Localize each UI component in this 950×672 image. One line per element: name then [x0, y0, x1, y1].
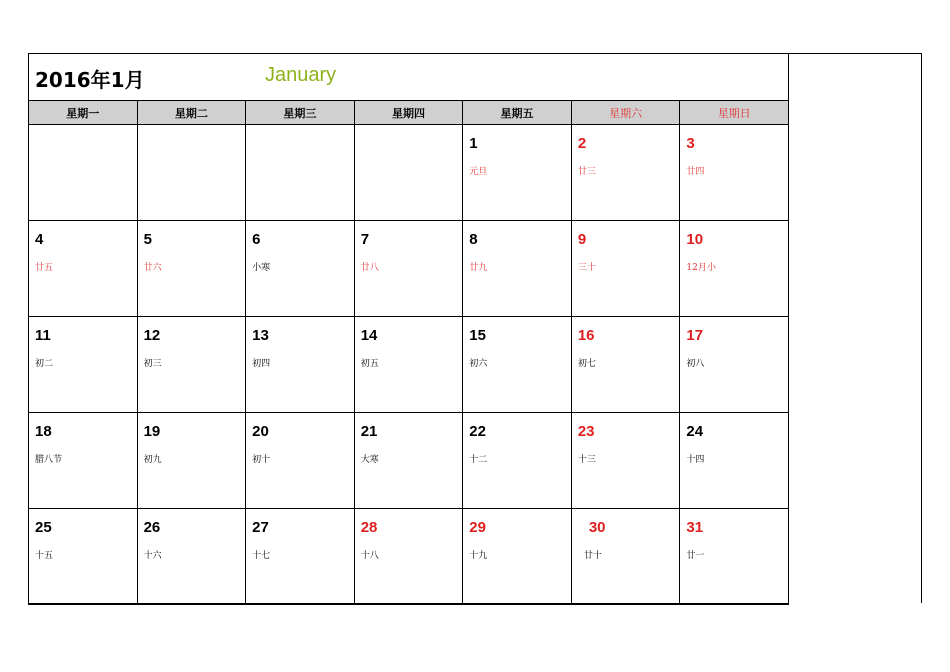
lunar-date: 廿三	[577, 167, 596, 177]
empty-day-cell	[137, 125, 246, 221]
day-cell[interactable]	[571, 125, 680, 221]
empty-day-cell	[354, 125, 463, 221]
lunar-date: 廿一	[686, 551, 705, 561]
day-cell[interactable]	[463, 413, 572, 509]
lunar-date: 12月小	[686, 263, 716, 273]
lunar-date: 廿五	[35, 263, 54, 273]
day-number: 6	[252, 231, 261, 248]
weekday-header: 星期三	[246, 101, 355, 125]
day-cell[interactable]	[29, 317, 138, 413]
day-cell[interactable]	[137, 413, 246, 509]
page-title: 2016年1月	[35, 68, 145, 92]
lunar-date: 十五	[35, 551, 54, 561]
calendar-grid	[28, 100, 789, 605]
day-number: 14	[360, 327, 378, 344]
day-number: 15	[469, 327, 486, 344]
day-cell[interactable]	[354, 221, 463, 317]
day-number: 18	[35, 423, 52, 440]
empty-day-cell	[246, 125, 355, 221]
day-number: 2	[577, 135, 587, 152]
lunar-date: 廿十	[583, 551, 602, 561]
day-number: 20	[252, 423, 269, 440]
day-cell[interactable]	[571, 317, 680, 413]
day-number: 31	[686, 519, 704, 536]
frame-top-line	[789, 53, 922, 54]
lunar-date: 初五	[360, 359, 379, 369]
calendar-body	[29, 125, 789, 605]
lunar-date: 十七	[252, 551, 271, 561]
day-number: 27	[252, 519, 269, 536]
day-cell[interactable]	[680, 125, 789, 221]
week-row	[29, 317, 789, 413]
weekday-header: 星期六	[571, 101, 680, 125]
day-cell[interactable]	[137, 317, 246, 413]
day-cell[interactable]	[571, 413, 680, 509]
month-name-english: January	[265, 64, 337, 86]
lunar-date: 初七	[577, 359, 596, 369]
day-number: 23	[577, 423, 595, 440]
day-cell[interactable]	[571, 509, 680, 605]
day-number: 29	[469, 519, 486, 536]
lunar-date: 廿六	[143, 263, 162, 273]
week-row	[29, 221, 789, 317]
day-cell[interactable]	[463, 509, 572, 605]
day-number: 19	[143, 423, 161, 440]
day-number: 12	[143, 327, 161, 344]
empty-day-cell	[29, 125, 138, 221]
day-number: 24	[686, 423, 704, 440]
day-number: 28	[360, 519, 378, 536]
day-cell[interactable]	[246, 317, 355, 413]
weekday-header: 星期一	[29, 101, 138, 125]
day-number: 30	[588, 519, 606, 536]
day-cell[interactable]	[680, 509, 789, 605]
lunar-date: 初九	[143, 455, 162, 465]
lunar-date: 十二	[469, 455, 488, 465]
lunar-date: 初三	[143, 359, 162, 369]
lunar-date: 十四	[686, 455, 705, 465]
day-cell[interactable]	[463, 317, 572, 413]
day-number: 10	[686, 231, 704, 248]
day-cell[interactable]	[354, 317, 463, 413]
day-cell[interactable]	[246, 221, 355, 317]
day-number: 16	[577, 327, 595, 344]
title-row	[29, 54, 788, 100]
day-cell[interactable]	[137, 221, 246, 317]
day-number: 22	[469, 423, 486, 440]
day-number: 17	[686, 327, 704, 344]
day-number: 7	[360, 231, 370, 248]
week-row	[29, 125, 789, 221]
frame-right-line	[921, 53, 922, 603]
lunar-date: 十八	[360, 551, 379, 561]
day-number: 9	[577, 231, 587, 248]
day-cell[interactable]	[354, 509, 463, 605]
day-number: 11	[35, 327, 51, 344]
lunar-date: 大寒	[360, 455, 379, 465]
day-number: 21	[360, 423, 378, 440]
day-cell[interactable]	[680, 413, 789, 509]
lunar-date: 十六	[143, 551, 162, 561]
day-cell[interactable]	[246, 413, 355, 509]
lunar-date: 初二	[35, 359, 54, 369]
lunar-date: 腊八节	[35, 455, 63, 465]
day-cell[interactable]	[571, 221, 680, 317]
lunar-date: 小寒	[252, 263, 271, 273]
day-number: 26	[143, 519, 161, 536]
calendar-sheet	[28, 53, 789, 604]
weekday-header: 星期五	[463, 101, 572, 125]
day-cell[interactable]	[29, 413, 138, 509]
day-number: 13	[252, 327, 269, 344]
day-cell[interactable]	[680, 221, 789, 317]
lunar-date: 廿八	[360, 263, 379, 273]
lunar-date: 初十	[252, 455, 271, 465]
day-cell[interactable]	[246, 509, 355, 605]
day-cell[interactable]	[680, 317, 789, 413]
day-number: 3	[686, 135, 695, 152]
day-cell[interactable]	[354, 413, 463, 509]
day-number: 1	[469, 135, 478, 152]
day-number: 4	[35, 231, 44, 248]
lunar-date: 三十	[577, 263, 596, 273]
weekday-header: 星期二	[137, 101, 246, 125]
day-cell[interactable]	[29, 509, 138, 605]
lunar-date: 初四	[252, 359, 271, 369]
day-number: 8	[469, 231, 478, 248]
day-cell[interactable]	[29, 221, 138, 317]
weekday-header-row	[29, 101, 789, 125]
week-row	[29, 413, 789, 509]
day-cell[interactable]	[137, 509, 246, 605]
lunar-date: 初六	[469, 359, 488, 369]
weekday-header: 星期四	[354, 101, 463, 125]
weekday-header: 星期日	[680, 101, 789, 125]
lunar-date: 十九	[469, 551, 488, 561]
lunar-date: 廿四	[686, 167, 705, 177]
lunar-date: 十三	[577, 455, 596, 465]
day-number: 25	[35, 519, 52, 536]
lunar-date: 廿九	[469, 263, 488, 273]
week-row	[29, 509, 789, 605]
lunar-date: 初八	[686, 359, 705, 369]
day-cell[interactable]	[463, 125, 572, 221]
day-cell[interactable]	[463, 221, 572, 317]
day-number: 5	[143, 231, 152, 248]
lunar-date: 元旦	[469, 167, 488, 177]
